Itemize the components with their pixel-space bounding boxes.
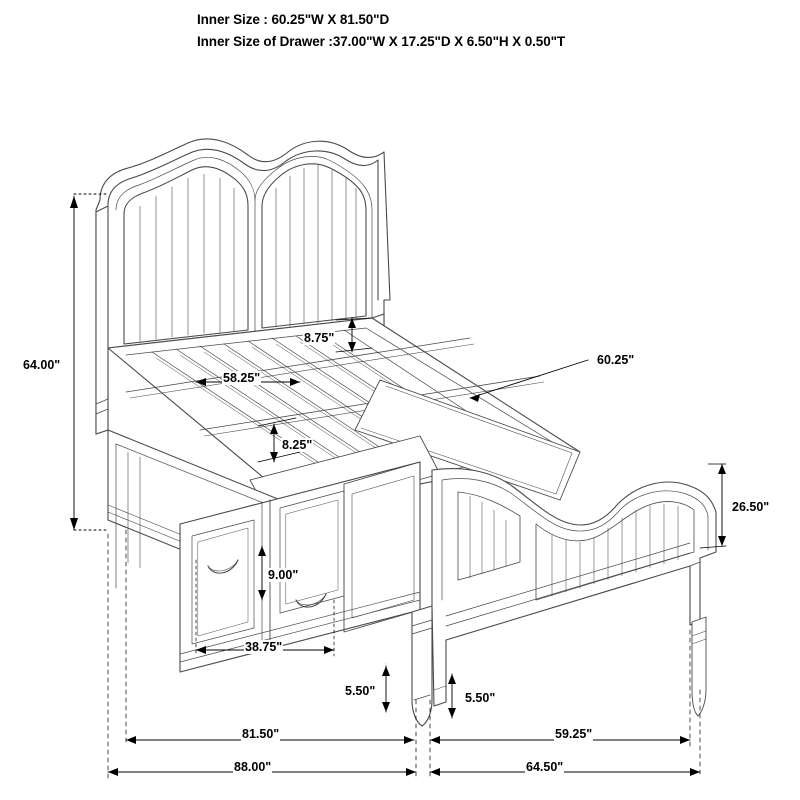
inner-drawer-size-note: Inner Size of Drawer :37.00"W X 17.25"D X 6.50"H X 0.50"T [197, 34, 566, 49]
dim-headboard-8-75: 8.75" [304, 331, 335, 345]
dim-overall-64-50: 64.50" [526, 760, 564, 774]
dim-length-81-50: 81.50" [242, 727, 280, 741]
dim-width-59-25: 59.25" [555, 727, 593, 741]
dim-rail-8-25: 8.25" [282, 438, 313, 452]
inner-size-note: Inner Size : 60.25"W X 81.50"D [197, 12, 390, 27]
dim-drawer-9-00: 9.00" [268, 568, 299, 582]
dim-mattress-60-25: 60.25" [597, 353, 635, 367]
footboard-group [432, 469, 716, 716]
dim-drawer-38-75: 38.75" [245, 640, 283, 654]
dim-overall-88-00: 88.00" [234, 760, 272, 774]
dim-clearance-5-50-a: 5.50" [345, 684, 376, 698]
dim-footboard-26-50: 26.50" [732, 500, 770, 514]
dim-clearance-5-50-b: 5.50" [465, 691, 496, 705]
dim-height-64: 64.00" [23, 358, 61, 372]
front-leg [412, 606, 432, 726]
dim-inner-width-58-25: 58.25" [223, 371, 261, 385]
